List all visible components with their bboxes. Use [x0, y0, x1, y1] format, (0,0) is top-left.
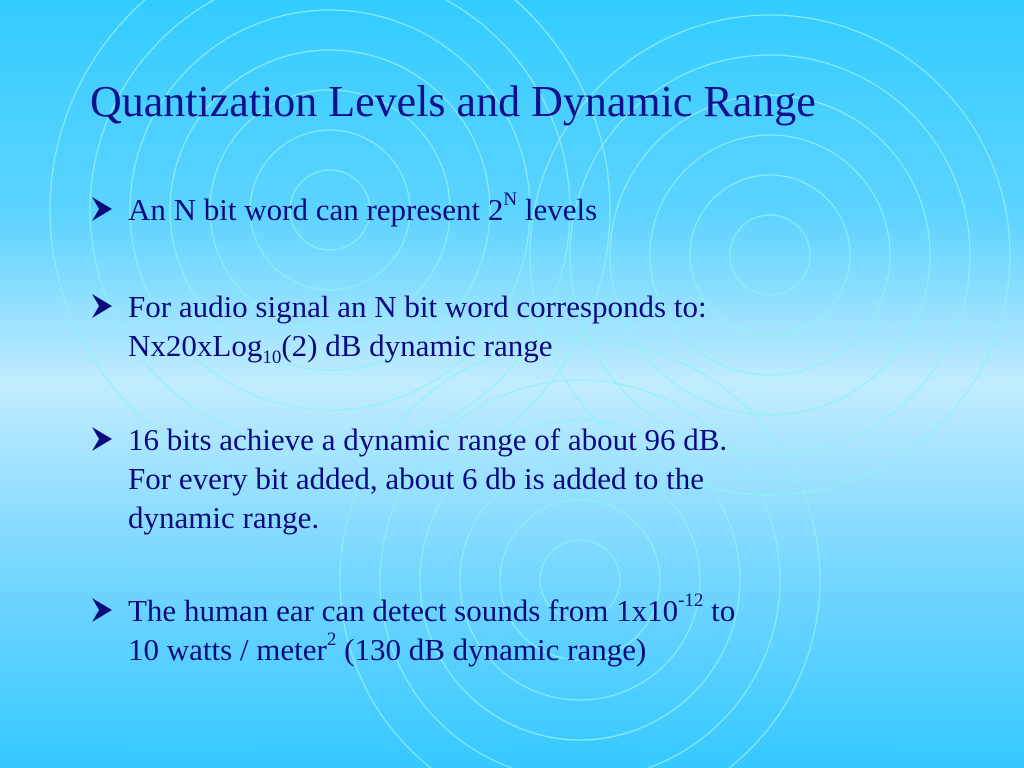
bullet-levels	[90, 190, 970, 229]
bullet-text: For audio signal an N bit word corresponds to: Nx20xLog$_{10}$(2) dB dynamic range	[128, 289, 707, 369]
arrow-right-icon	[90, 597, 114, 623]
bullet-audio-signal	[90, 287, 970, 369]
bullet-text: An N bit word can represent $2^N$ levels	[128, 188, 598, 227]
bullet-text: 16 bits achieve a dynamic range of about 96 dB. For every bit added, about 6 db is added to the dynamic range.	[128, 422, 728, 535]
arrow-right-icon	[90, 426, 114, 452]
arrow-right-icon	[90, 293, 114, 319]
bullet-human-ear	[90, 591, 970, 669]
arrow-right-icon	[90, 196, 114, 222]
bullet-16-bits	[90, 420, 970, 537]
slide-title: Quantization Levels and Dynamic Range	[90, 77, 816, 126]
bullet-text: The human ear can detect sounds from $1x10^{-12}$ to 10 watts / meter$^2$ (130 dB dynamic range)	[128, 589, 736, 667]
